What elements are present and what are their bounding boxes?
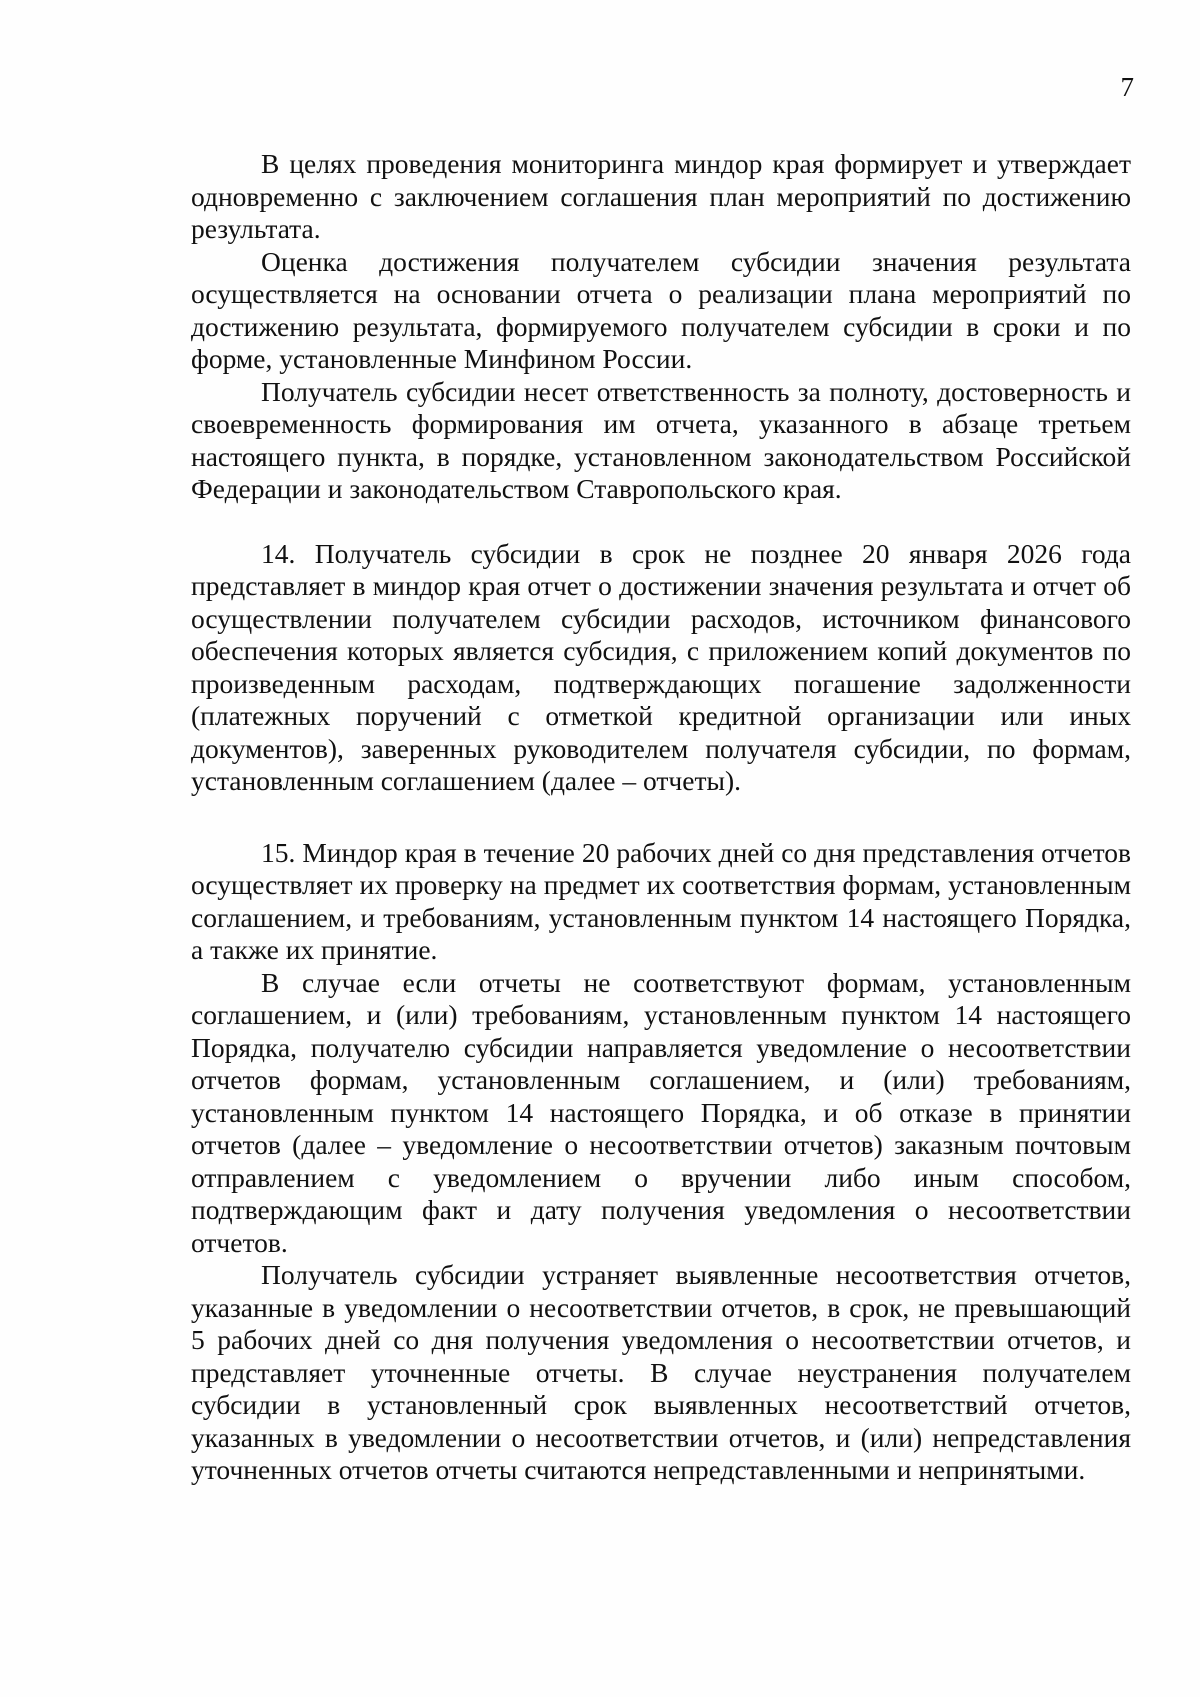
paragraph-result-assessment: Оценка достижения получателем субсидии значения результата осуществляется на основании отчета о реализации плана мероприятий по достижению результата, формируемого получателем субсидии в сроки и по форме, установленные Минфином России.: [191, 245, 1131, 374]
paragraph-monitoring-plan: В целях проведения мониторинга миндор края формирует и утверждает одновременно с заключением соглашения план мероприятий по достижению результата.: [191, 148, 1131, 244]
paragraph-correction-deadline: Получатель субсидии устраняет выявленные несоответствия отчетов, указанные в уведомлении о несоответствии отчетов, в срок, не превышающий 5 рабочих дней со дня получения уведомления о несоответствии отчетов, и представляет уточненные отчеты. В случае неустранения получателем субсидии в установленный срок выявленных несоответствий отчетов, указанных в уведомлении о несоответствии отчетов, и (или) непредставления уточненных отчетов отчеты считаются непредставленными и непринятыми.: [191, 1259, 1131, 1485]
paragraph-item-14: 14. Получатель субсидии в срок не позднее 20 января 2026 года представляет в миндор края отчет о достижении значения результата и отчет об осуществлении получателем субсидии расходов, источником финансового обеспечения которых является субсидия, с приложением копий документов по произведенным расходам, подтверждающих погашение задолженности (платежных поручений с отметкой кредитной организации или иных документов), заверенных руководителем получателя субсидии, по формам, установленным соглашением (далее – отчеты).: [191, 537, 1131, 796]
document-body: [191, 148, 1131, 1487]
paragraph-item-15: 15. Миндор края в течение 20 рабочих дней со дня представления отчетов осуществляет их проверку на предмет их соответствия формам, установленным соглашением, и требованиям, установленным пунктом 14 настоящего Порядка, а также их принятие.: [191, 836, 1131, 965]
paragraph-spacer: [191, 798, 1131, 837]
paragraph-spacer: [191, 506, 1131, 538]
paragraph-recipient-responsibility: Получатель субсидии несет ответственность за полноту, достоверность и своевременность формирования им отчета, указанного в абзаце третьем настоящего пункта, в порядке, установленном законодательством Российской Федерации и законодательством Ставропольского края.: [191, 375, 1131, 504]
page-number: 7: [1120, 72, 1134, 102]
paragraph-nonconformity-notice: В случае если отчеты не соответствуют формам, установленным соглашением, и (или) требованиям, установленным пунктом 14 настоящего Порядка, получателю субсидии направляется уведомление о несоответствии отчетов формам, установленным соглашением, и (или) требованиям, установленным пунктом 14 настоящего Порядка, и об отказе в принятии отчетов (далее – уведомление о несоответствии отчетов) заказным почтовым отправлением с уведомлением о вручении либо иным способом, подтверждающим факт и дату получения уведомления о несоответствии отчетов.: [191, 966, 1131, 1258]
